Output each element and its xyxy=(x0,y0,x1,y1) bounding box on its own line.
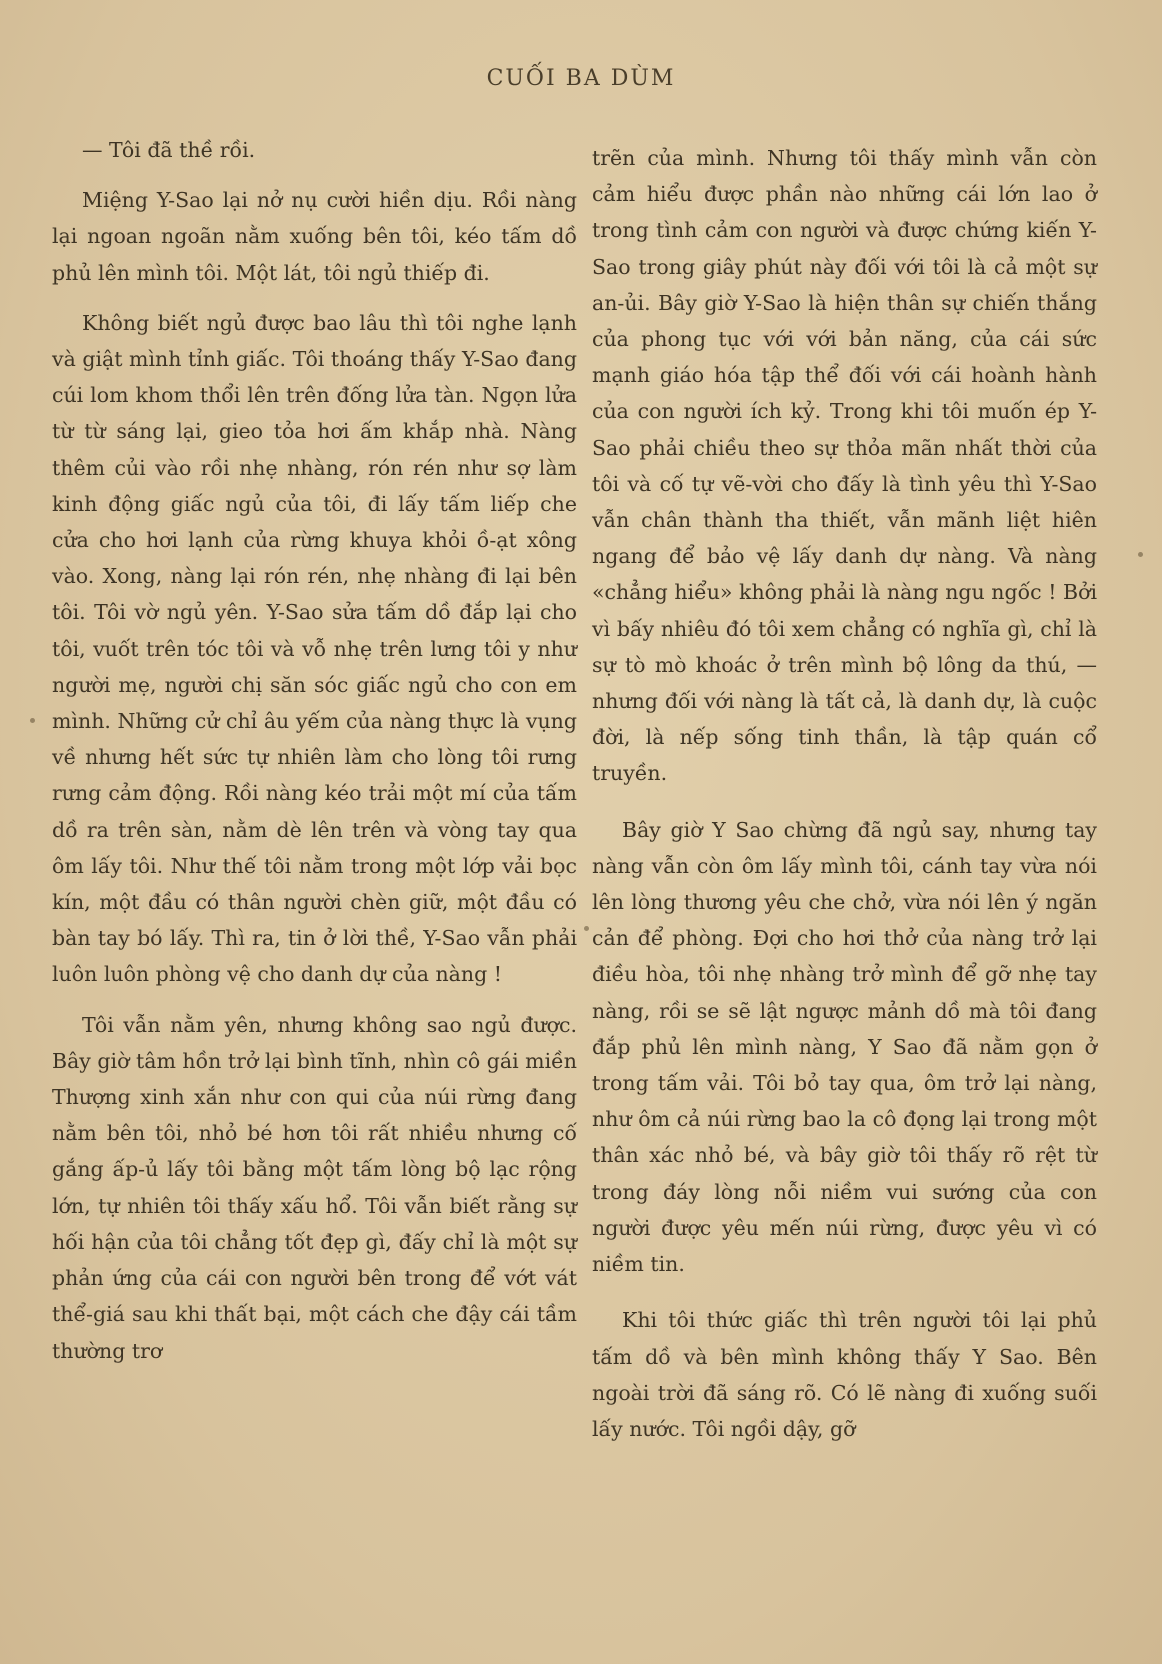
paragraph: Tôi vẫn nằm yên, nhưng không sao ngủ được. Bây giờ tâm hồn trở lại bình tĩnh, nhìn cô gái miền Thượng xinh xắn như con qui của núi rừng đang nằm bên tôi, nhỏ bé hơn tôi rất nhiều nhưng cố gắng ấp-ủ lấy tôi bằng một tấm lòng bộ lạc rộng lớn, tự nhiên tôi thấy xấu hổ. Tôi vẫn biết rằng sự hối hận của tôi chẳng tốt đẹp gì, đấy chỉ là một sự phản ứng của cái con người bên trong để vớt vát thể-giá sau khi thất bại, một cách che đậy cái tầm thường trơ xyxy=(52,1012,577,1363)
paper-speck xyxy=(584,926,589,931)
right-column xyxy=(592,140,1097,1447)
left-column xyxy=(52,132,577,1369)
paragraph: trẽn của mình. Nhưng tôi thấy mình vẫn còn cảm hiểu được phần nào những cái lớn lao ở trong tình cảm con người và được chứng kiến Y-Sao trong giây phút này đối với tôi là cả một sự an-ủi. Bây giờ Y-Sao là hiện thân sự chiến thắng của phong tục với với bản năng, của cái sức mạnh giáo hóa tập thể đối với cái hoành hành của con người ích kỷ. Trong khi tôi muốn ép Y-Sao phải chiều theo sự thỏa mãn nhất thời của tôi và cố tự vẽ-vời cho đấy là tình yêu thì Y-Sao vẫn chân thành tha thiết, vẫn mãnh liệt hiên ngang để bảo vệ lấy danh dự nàng. Và nàng «chẳng hiểu» không phải là nàng ngu ngốc ! Bởi vì bấy nhiêu đó tôi xem chẳng có nghĩa gì, chỉ là sự tò mò khoác ở trên mình bộ lông da thú, — nhưng đối với nàng là tất cả, là danh dự, là cuộc đời, là nếp sống tinh thần, là tập quán cổ truyền. xyxy=(592,146,1097,786)
paper-speck xyxy=(1138,552,1143,557)
paragraph: — Tôi đã thề rồi. xyxy=(82,138,256,162)
paragraph: Khi tôi thức giấc thì trên người tôi lại phủ tấm dồ và bên mình không thấy Y Sao. Bên ngoài trời đã sáng rõ. Có lẽ nàng đi xuống suối lấy nước. Tôi ngồi dậy, gỡ xyxy=(592,1308,1097,1441)
running-title: CUỐI BA DÙM xyxy=(486,66,676,91)
paragraph: Bây giờ Y Sao chừng đã ngủ say, nhưng tay nàng vẫn còn ôm lấy mình tôi, cánh tay vừa nói lên lòng thương yêu che chở, vừa nói lên ý ngăn cản để phòng. Đợi cho hơi thở của nàng trở lại điều hòa, tôi nhẹ nhàng trở mình để gỡ nhẹ tay nàng, rồi se sẽ lật ngược mảnh dồ mà tôi đang đắp phủ lên mình nàng, Y Sao đã nằm gọn ở trong tấm vải. Tôi bỏ tay qua, ôm trở lại nàng, như ôm cả núi rừng bao la cô đọng lại trong một thân xác nhỏ bé, và bây giờ tôi thấy rõ rệt từ trong đáy lòng nỗi niềm vui sướng của con người được yêu mến núi rừng, được yêu vì có niềm tin. xyxy=(592,817,1097,1277)
paragraph: Miệng Y-Sao lại nở nụ cười hiền dịu. Rồi nàng lại ngoan ngoãn nằm xuống bên tôi, kéo tấm dồ phủ lên mình tôi. Một lát, tôi ngủ thiếp đi. xyxy=(52,188,577,285)
paragraph: Không biết ngủ được bao lâu thì tôi nghe lạnh và giật mình tỉnh giấc. Tôi thoáng thấy Y-Sao đang cúi lom khom thổi lên trên đống lửa tàn. Ngọn lửa từ từ sáng lại, gieo tỏa hơi ấm khắp nhà. Nàng thêm củi vào rồi nhẹ nhàng, rón rén như sợ làm kinh động giấc ngủ của tôi, đi lấy tấm liếp che cửa cho hơi lạnh của rừng khuya khỏi ồ-ạt xông vào. Xong, nàng lại rón rén, nhẹ nhàng đi lại bên tôi. Tôi vờ ngủ yên. Y-Sao sửa tấm dồ đắp lại cho tôi, vuốt trên tóc tôi và vỗ nhẹ trên lưng tôi y như người mẹ, người chị săn sóc giấc ngủ cho con em mình. Những cử chỉ âu yếm của nàng thực là vụng về nhưng hết sức tự nhiên làm cho lòng tôi rưng rưng cảm động. Rồi nàng kéo trải một mí của tấm dồ ra trên sàn, nằm dè lên trên và vòng tay qua ôm lấy tôi. Như thế tôi nằm trong một lớp vải bọc kín, một đầu có thân người chèn giữ, một đầu có bàn tay bó lấy. Thì ra, tin ở lời thề, Y-Sao vẫn phải luôn luôn phòng vệ cho danh dự của nàng ! xyxy=(52,310,577,987)
paper-speck xyxy=(30,718,35,723)
